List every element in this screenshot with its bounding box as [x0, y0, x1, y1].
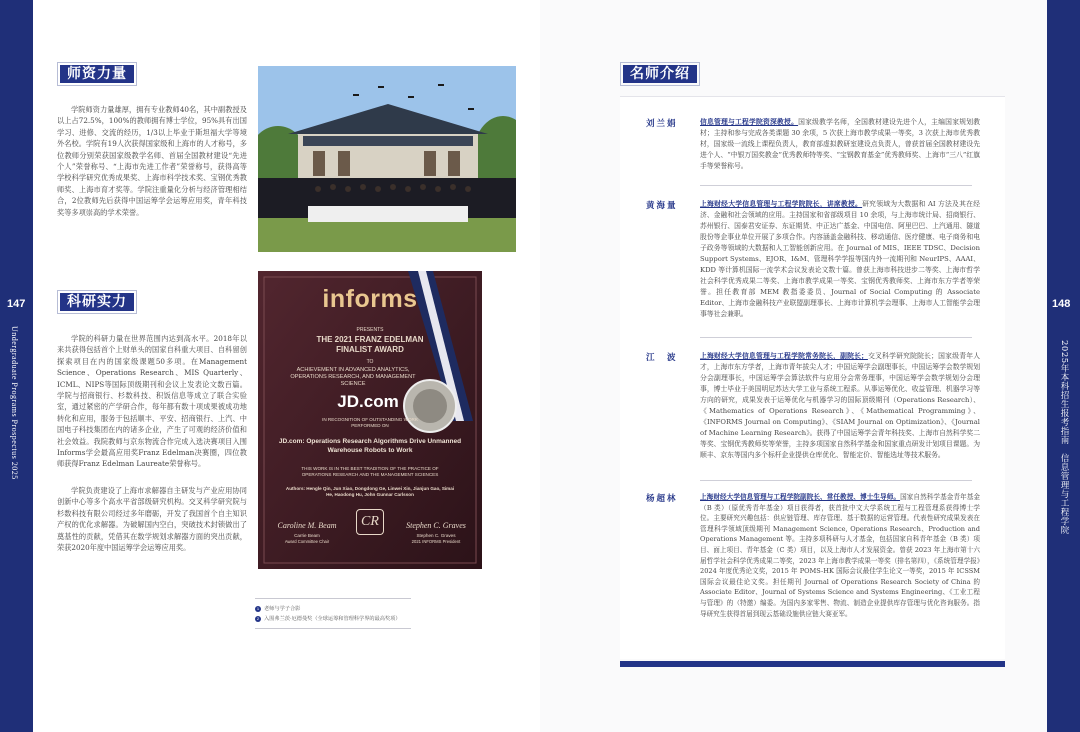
professor-title: 上海财经大学信息管理与工程学院院长，讲席教授。 — [700, 200, 863, 208]
professor-name: 杨超林 — [646, 494, 678, 504]
right-spine-text: 2025年本科招生报考指南 信息管理与工程学院 — [1059, 340, 1069, 535]
award-seal: CR — [356, 509, 384, 535]
left-page — [33, 0, 540, 732]
professor-card — [620, 96, 1005, 659]
award-authors: Authors: Hengle Qin, Jun Xiao, Dongdong Ge, Linwei Xin, Jianjun Gao, Simai He, Haodong Hu, John Gunnar Carlsson — [285, 486, 455, 497]
award-recognition: IN RECOGNITION OF OUTSTANDING WORK PERFORMED ON — [322, 417, 418, 428]
award-presents: PRESENTS — [356, 327, 384, 333]
card-bottom-bar — [620, 661, 1005, 667]
signature-right-name: Stephen C. Graves — [416, 533, 456, 538]
famous-teachers-section-title: 名师介绍 — [620, 62, 700, 86]
professor-bio: 上海财经大学信息管理与工程学院常务院长，副院长；交叉科学研究院院长；国家级青年人才，上海市东方学者，上海市青年拔尖人才；中国运筹学会副理事长，中国运筹学会数学规划分会副理事长，中国运筹学会算法软件与应用分会常务理事，中国运筹学会数学规划分会理事，博士毕业于美国明尼苏达大学工业与系统工程系。从事运筹优化、收益管理、机器学习等方向的研究，成果发表于运筹优化与机器学习的国际顶级期刊（Operations Research）、《Mathematics of Operations Research》、《Mathematical Programming》、《INFORMS Journal on Computing》、《SIAM Journal on Optimization》、《Journal of Machine Learning Research》。获得了中国运筹学会青年科技奖、上海市自然科学奖二等奖、宝钢优秀教师奖等荣誉，主持多项国家自然科学基金和国家重点研发计划项目课题。为顺丰、京东等国内多个标杆企业提供仓库优化、智能定价、智能选址等技术服务。 — [700, 352, 981, 459]
professor-title: 信息管理与工程学院资深教授。 — [700, 118, 799, 126]
divider — [700, 185, 972, 186]
left-spine — [0, 0, 33, 732]
caption-number: 1 — [256, 606, 260, 611]
left-spine-text: Undergraduate Programs Prospectus 2025 — [10, 326, 19, 480]
award-company: JD.com — [337, 392, 399, 411]
right-spine — [1047, 0, 1080, 732]
signature-left: Caroline M. Beam — [277, 521, 337, 530]
award-text — [258, 271, 482, 569]
professor-title: 上海财经大学信息管理与工程学院副院长、常任教授、博士生导师。 — [700, 493, 901, 501]
signature-left-name: Carrie Beam — [294, 533, 320, 538]
faculty-group-photo — [258, 66, 516, 252]
award-achievement: ACHIEVEMENT IN ADVANCED ANALYTICS, OPERATIONS RESEARCH, AND MANAGEMENT SCIENCE — [290, 367, 416, 387]
research-paragraph-2: 学院负责建设了上海市求解器自主研发与产业应用协同创新中心等多个高水平省部级研究机构。交叉科学研究院与杉数科技有限公司经过多年磨砺，开发了我国首个自主知识产权的优化求解器。为破解国内空白，突破技术封锁做出了奠基性的贡献，凭借其在数学规划求解器方面的突出贡献，荣获2020年度中国运筹学会运筹应用奖。 — [57, 486, 247, 553]
professor-title: 上海财经大学信息管理与工程学院常务院长，副院长； — [700, 352, 868, 360]
award-to: TO — [366, 359, 374, 365]
faculty-section-title: 师资力量 — [57, 62, 137, 86]
professor-name: 黄海量 — [646, 201, 678, 211]
professor-bio: 上海财经大学信息管理与工程学院副院长、常任教授、博士生导师。国家自然科学基金青年基金（B 类）（原优秀青年基金）项目获得者，获首批中文大学系统工程与工程管理系获得博士学位。主要研究兴趣包括：供应链管理、库存管理、基于数据的运营管理。代表性研究成果发表在管理科学领域顶级期刊 Management Science, Operations Research、Production and Operations Management 等。主持多项科研与人才基金，包括国家自科青年基金（B 类）项目、面上项目、青年基金（C 类）项目，以及上海市人才发展资金。曾获 2023 年上海市第十六届哲学社会科学优秀成果二等奖，2023 年上海市教学成果一等奖（排名第四），《系统管理学报》2024 年度优秀论文奖，2015 年 POMS-HK 国际会议最佳学生论文一等奖，2015 年 ICSSM 国际会议最佳论文奖。担任期刊 Journal of Operations Research Society of China 的 Associate Editor、Journal of Systems Science and Systems Engineering、《工业工程与管理》的（特邀）编委。为国内多家零售、物流、制造企业提供库存管理与优化咨询服务。指导研究生获得首届到现云基础设施供应链大赛亚军。 — [700, 493, 981, 618]
faculty-paragraph: 学院师资力量雄厚，拥有专业教师40名，其中副教授及以上占72.5%，100%的教师拥有博士学位，95%具有出国学习、进修、交流的经历，1/3以上毕业于斯坦福大学等境外名校。学院有19人次获得国家级和上海市的人才称号，多位教师分别荣获国家级教学名师、首届全国教材建设“先进个人”荣誉称号、“上海市先进工作者”荣誉称号，获得高等学校科学研究优秀成果奖、上海市科学技术奖、宝钢优秀教师奖、上海市育才奖等。学院注重量化分析与经济管理相结合，2位教师先后获得中国运筹学会运筹应用奖，青年科技奖等多项崇高的学术荣誉。 — [57, 105, 247, 217]
professor-name: 江 波 — [646, 353, 678, 363]
divider — [700, 480, 972, 481]
award-heading: THE 2021 FRANZ EDELMAN FINALIST AWARD — [316, 335, 424, 354]
professor-bio: 信息管理与工程学院资深教授。国家级教学名师，全国教材建设先进个人，主编国家规划教材；主持和参与完成各类课题 30 余项，5 次获上海市教学成果一等奖，3 次获上海市优秀教材，国家级一流线上课程负责人，教育部虚拟教研室建设点负责人，曾获首届全国教材建设先进个人、“中银万国奖教金”优秀教师特等奖、“宝钢教育基金”优秀教师奖、上海市“三八”红旗手等荣誉称号。 — [700, 118, 981, 170]
signature-left-title: Award Committee Chair — [284, 539, 330, 544]
caption-item — [255, 614, 411, 624]
award-project: JD.com: Operations Research Algorithms Drive Unmanned Warehouse Robots to Work — [278, 438, 462, 454]
divider — [700, 337, 972, 338]
research-section-title: 科研实力 — [57, 290, 137, 314]
professor-name: 刘兰娟 — [646, 119, 678, 129]
caption-text: 老师与学子合影 — [264, 606, 301, 612]
research-paragraph-1: 学院的科研力量在世界范围内达到高水平。2018年以来共获得包括首个上财单头的国家自科重大项目、自科留创探索项目在内的国家级课题50多项。在Management Science、Operations Research、MIS Quarterly、ICML、NIPS等国际顶级期刊和会议上发表论文数百篇。学院与招商银行、杉数科技、积饭信息等成立了联合实验室，通过紧密的产学研合作，每年都有数十项成果被成功地转化和应用，服务于包括顺丰、平安、招商银行、上汽、中国电子科技集团在内的诸多企业，产生了可观的经济价值和社会效益。我院教师与京东物流合作完成入选决赛项目入围Informs学会最高应用奖Franz Edelman决赛圈，四位教师获得Franz Edelman Laureate荣誉称号。 — [57, 334, 247, 469]
signature-right-title: 2021 INFORMS President — [411, 539, 461, 544]
caption-item — [255, 604, 411, 614]
caption-number: 2 — [256, 616, 260, 621]
signature-right: Stephen C. Graves — [406, 521, 466, 530]
professor-bio: 上海财经大学信息管理与工程学院院长，讲席教授。研究领域为大数据和 AI 方法及其在经济、金融和社会领域的应用。主持国家和省部级项目 10 余项，与上海市统计局、招商银行、苏州银行、国泰君安证券、东证期货、中正达广基金、中国电信、阿里巴巴、上汽通用、隧道股份等企事业单位开展了多项合作。内容涵盖金融科技、移动通信、医疗健康、电子商务和电子政务等领域的大数据和人工智能创新应用。在 Journal of MIS、IEEE TDSC、Decision Support Systems、EJOR、I&M、管理科学学报等国内外一流期刊和 NeurIPS、AAAI、KDD 等计算机国际一流学术会议发表论文数十篇。曾获上海市科技进步二等奖、上海市哲学社会科学优秀成果二等奖、上海市教学成果一等奖、宝钢优秀教师奖、上海市东方学者等荣誉。担任教育部 MEM 教指委委员、Journal of Social Computing 的 Associate Editor、上海市金融科技产业联盟副理事长、上海市计算机学会理事、上海市人工智能学会理事等社会兼职。 — [700, 200, 980, 318]
caption-text: 入围弗兰茨·厄德曼奖（全球运筹和管理科学界的最高奖项） — [264, 616, 401, 622]
page-number-left: 147 — [7, 298, 26, 310]
informs-logo: informs — [322, 285, 418, 313]
award-tradition: THIS WORK IS IN THE BEST TRADITION OF THE PRACTICE OF OPERATIONS RESEARCH AND THE MANAGEMENT SCIENCES — [301, 466, 439, 477]
photo-captions — [255, 598, 411, 629]
edelman-award-plaque — [258, 271, 482, 569]
page-number-right: 148 — [1052, 298, 1071, 310]
